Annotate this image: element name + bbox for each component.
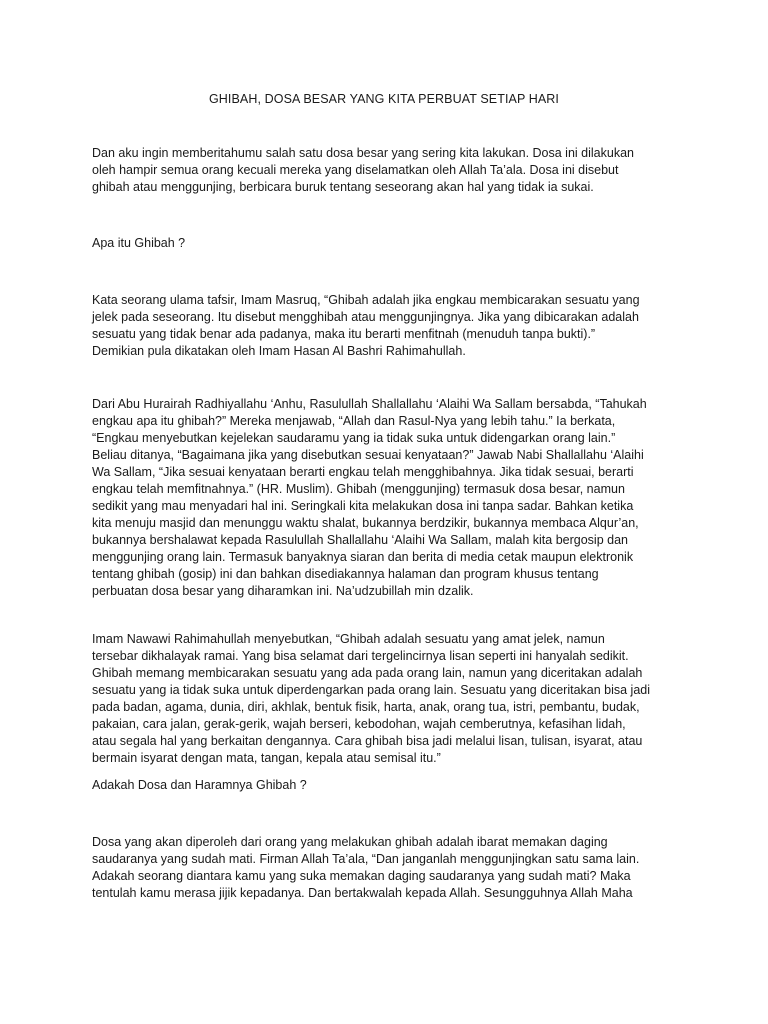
text-line: atau segala hal yang berkaitan dengannya. Cara ghibah bisa jadi melalui lisan, tulisan, isyarat, atau xyxy=(92,734,643,748)
text-line: oleh hampir semua orang kecuali mereka yang diselamatkan oleh Allah Ta’ala. Dosa ini disebut xyxy=(92,163,619,177)
text-line: Dan aku ingin memberitahumu salah satu dosa besar yang sering kita lakukan. Dosa ini dilakukan xyxy=(92,146,634,160)
text-line: menggunjing orang lain. Termasuk banyaknya siaran dan berita di media cetak maupun elektronik xyxy=(92,550,634,564)
text-line: bukannya bershalawat kepada Rasulullah Shallallahu ‘Alaihi Wa Sallam, malah kita bergosip dan xyxy=(92,533,628,547)
text-line: Ghibah memang membicarakan sesuatu yang ada pada orang lain, namun yang diceritakan adalah xyxy=(92,666,643,680)
text-line: engkau telah memfitnahnya.” (HR. Muslim). Ghibah (menggunjing) termasuk dosa besar, namun xyxy=(92,482,625,496)
text-line: Kata seorang ulama tafsir, Imam Masruq, “Ghibah adalah jika engkau membicarakan sesuatu yang xyxy=(92,293,640,307)
section-heading-apa-itu-ghibah: Apa itu Ghibah ? xyxy=(92,236,186,250)
text-line: jelek pada seseorang. Itu disebut mengghibah atau menggunjingnya. Jika yang dibicarakan adalah xyxy=(92,310,639,324)
paragraph-dosa-ghibah xyxy=(92,834,682,902)
text-line: Dosa yang akan diperoleh dari orang yang melakukan ghibah adalah ibarat memakan daging xyxy=(92,835,608,849)
text-line: engkau apa itu ghibah?” Mereka menjawab, “Allah dan Rasul-Nya yang lebih tahu.” Ia berkata, xyxy=(92,414,616,428)
paragraph-imam-nawawi xyxy=(92,631,682,767)
text-line: Imam Nawawi Rahimahullah menyebutkan, “Ghibah adalah sesuatu yang amat jelek, namun xyxy=(92,632,605,646)
text-line: saudaranya yang sudah mati. Firman Allah Ta’ala, “Dan janganlah menggunjingkan satu sama lain. xyxy=(92,852,640,866)
text-line: sesuatu yang tidak benar ada padanya, maka itu berarti menfitnah (menuduh tanpa bukti).” xyxy=(92,327,596,341)
text-line: perbuatan dosa besar yang diharamkan ini. Na’udzubillah min dzalik. xyxy=(92,584,474,598)
text-line: Adakah seorang diantara kamu yang suka memakan daging saudaranya yang sudah mati? Maka xyxy=(92,869,631,883)
text-line: Beliau ditanya, “Bagaimana jika yang disebutkan sesuai kenyataan?” Jawab Nabi Shallallahu ‘Alaihi xyxy=(92,448,644,462)
text-line: Demikian pula dikatakan oleh Imam Hasan Al Bashri Rahimahullah. xyxy=(92,344,466,358)
text-line: tersebar dikhalayak ramai. Yang bisa selamat dari tergelincirnya lisan seperti ini hanyalah sedikit. xyxy=(92,649,629,663)
paragraph-intro xyxy=(92,145,682,196)
text-line: sedikit yang mau menyadari hal ini. Seringkali kita melakukan dosa ini tanpa sadar. Bahkan ketika xyxy=(92,499,634,513)
text-line: tentang ghibah (gosip) ini dan bahkan disediakannya halaman dan program khusus tentang xyxy=(92,567,599,581)
text-line: pakaian, cara jalan, gerak-gerik, wajah berseri, kebodohan, wajah cemberutnya, kefasihan lidah, xyxy=(92,717,626,731)
text-line: Wa Sallam, “Jika sesuai kenyataan berarti engkau telah mengghibahnya. Jika tidak sesuai, berarti xyxy=(92,465,634,479)
section-heading-dosa-haram-ghibah: Adakah Dosa dan Haramnya Ghibah ? xyxy=(92,778,307,792)
text-line: sesuatu yang ia tidak suka untuk diperdengarkan pada orang lain. Sesuatu yang diceritakan bisa jadi xyxy=(92,683,651,697)
text-line: Dari Abu Hurairah Radhiyallahu ‘Anhu, Rasulullah Shallallahu ‘Alaihi Wa Sallam bersabda, “Tahukah xyxy=(92,397,647,411)
text-line: kita menuju masjid dan menunggu waktu shalat, bukannya berdzikir, bukannya membaca Alqur’an, xyxy=(92,516,639,530)
paragraph-hadith-abu-hurairah xyxy=(92,396,682,600)
text-line: pada badan, agama, dunia, diri, akhlak, bentuk fisik, harta, anak, orang tua, istri, pembantu, budak, xyxy=(92,700,640,714)
text-line: “Engkau menyebutkan kejelekan saudaramu yang ia tidak suka untuk didengarkan orang lain.” xyxy=(92,431,616,445)
paragraph-imam-masruq xyxy=(92,292,682,360)
document-title: GHIBAH, DOSA BESAR YANG KITA PERBUAT SETIAP HARI xyxy=(208,92,560,106)
text-line: bermain isyarat dengan mata, tangan, kepala atau semisal itu.” xyxy=(92,751,441,765)
text-line: ghibah atau menggunjing, berbicara buruk tentang seseorang akan hal yang tidak ia sukai. xyxy=(92,180,594,194)
text-line: tentulah kamu merasa jijik kepadanya. Dan bertakwalah kepada Allah. Sesungguhnya Allah Maha xyxy=(92,886,633,900)
